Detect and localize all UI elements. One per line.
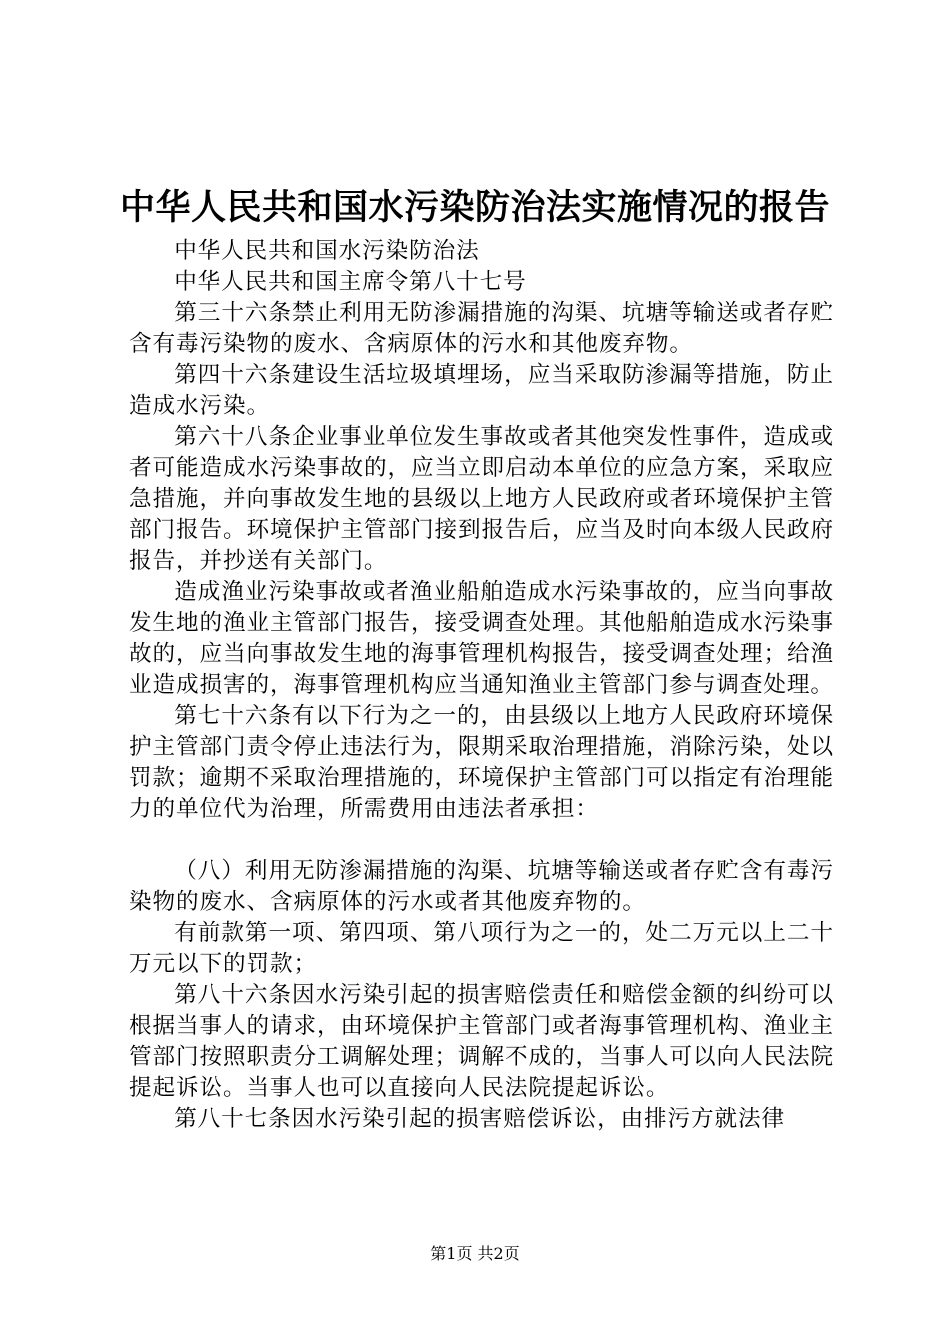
- paragraph-item-8: （八）利用无防渗漏措施的沟渠、坑塘等输送或者存贮含有毒污染物的废水、含病原体的污水或者其他废弃物的。: [129, 858, 834, 915]
- paragraph-fishery-accident: 造成渔业污染事故或者渔业船舶造成水污染事故的，应当向事故发生地的渔业主管部门报告，接受调查处理。其他船舶造成水污染事故的，应当向事故发生地的海事管理机构报告，接受调查处理；给渔业造成损害的，海事管理机构应当通知渔业主管部门参与调查处理。: [129, 579, 834, 698]
- document-body: [129, 236, 834, 1135]
- paragraph-article-87: 第八十七条因水污染引起的损害赔偿诉讼，由排污方就法律: [174, 1106, 786, 1132]
- paragraph-article-86: 第八十六条因水污染引起的损害赔偿责任和赔偿金额的纠纷可以根据当事人的请求，由环境保护主管部门或者海事管理机构、渔业主管部门按照职责分工调解处理；调解不成的，当事人可以向人民法院提起诉讼。当事人也可以直接向人民法院提起诉讼。: [129, 982, 834, 1101]
- paragraph-penalty: 有前款第一项、第四项、第八项行为之一的，处二万元以上二十万元以下的罚款；: [129, 920, 834, 977]
- paragraph-presidential-order: 中华人民共和国主席令第八十七号: [174, 269, 527, 295]
- document-title: 中华人民共和国水污染防治法实施情况的报告: [119, 188, 830, 228]
- page-indicator: 第1页 共2页: [430, 1244, 520, 1263]
- paragraph-article-68: 第六十八条企业事业单位发生事故或者其他突发性事件，造成或者可能造成水污染事故的，应当立即启动本单位的应急方案，采取应急措施，并向事故发生地的县级以上地方人民政府或者环境保护主管部门报告。环境保护主管部门接到报告后，应当及时向本级人民政府报告，并抄送有关部门。: [129, 424, 834, 574]
- paragraph-article-46: 第四十六条建设生活垃圾填埋场，应当采取防渗漏等措施，防止造成水污染。: [129, 362, 834, 419]
- paragraph-article-76: 第七十六条有以下行为之一的，由县级以上地方人民政府环境保护主管部门责令停止违法行为，限期采取治理措施，消除污染，处以罚款；逾期不采取治理措施的，环境保护主管部门可以指定有治理能力的单位代为治理，所需费用由违法者承担：: [129, 703, 834, 822]
- paragraph-article-36: 第三十六条禁止利用无防渗漏措施的沟渠、坑塘等输送或者存贮含有毒污染物的废水、含病原体的污水和其他废弃物。: [129, 300, 834, 357]
- paragraph-law-name: 中华人民共和国水污染防治法: [174, 238, 480, 264]
